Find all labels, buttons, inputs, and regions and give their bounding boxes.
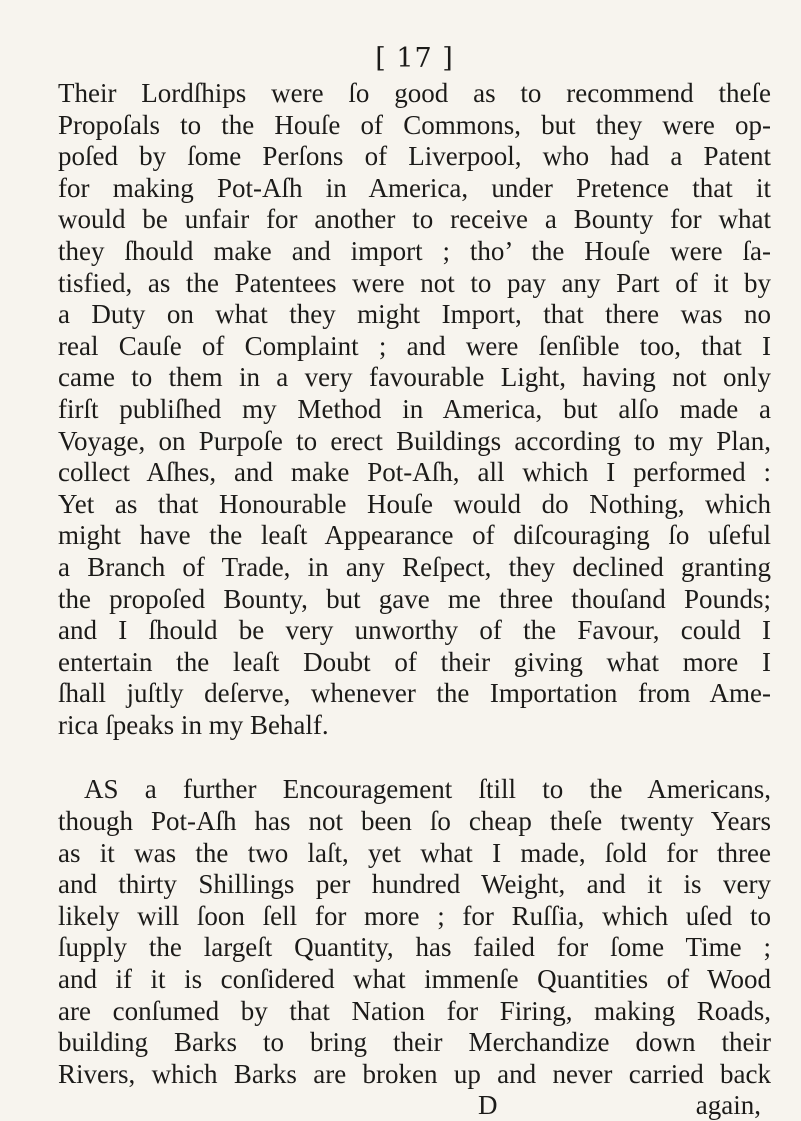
text-line: and I ſhould be very unworthy of the Favour, could I [58, 615, 771, 646]
text-line: Rivers, which Barks are broken up and never carried back [58, 1058, 771, 1089]
text-line: Their Lordſhips were ſo good as to recommend theſe [58, 78, 771, 108]
text-line: are conſumed by that Nation for Firing, making Roads, [58, 995, 771, 1026]
text-line: firſt publiſhed my Method in America, but alſo made a [58, 393, 771, 424]
text-line: Voyage, on Purpoſe to erect Buildings according to my Plan, [58, 425, 771, 456]
text-line: for making Pot-Aſh in America, under Pretence that it [58, 172, 771, 203]
paragraph-1 [58, 78, 771, 741]
text-line: Propoſals to the Houſe of Commons, but they were op- [58, 109, 771, 140]
text-line: the propoſed Bounty, but gave me three thouſand Pounds; [58, 583, 771, 614]
text-line: and if it is conſidered what immenſe Quantities of Wood [58, 964, 771, 995]
text-line: ſupply the largeſt Quantity, has failed for ſome Time ; [58, 932, 771, 963]
signature-mark: D [478, 1090, 498, 1121]
text-line: collect Aſhes, and make Pot-Aſh, all which I performed : [58, 457, 771, 488]
text-line: real Cauſe of Complaint ; and were ſenſible too, that I [58, 330, 771, 361]
text-line: Yet as that Honourable Houſe would do Nothing, which [58, 488, 771, 519]
text-line: a Branch of Trade, in any Reſpect, they declined granting [58, 551, 771, 582]
text-line: building Barks to bring their Merchandize down their [58, 1027, 771, 1058]
text-line: poſed by ſome Perſons of Liverpool, who had a Patent [58, 141, 771, 172]
text-line: and thirty Shillings per hundred Weight, and it is very [58, 869, 771, 900]
text-line: likely will ſoon ſell for more ; for Ruſſia, which uſed to [58, 900, 771, 931]
text-line: would be unfair for another to receive a Bounty for what [58, 204, 771, 235]
paragraph-2 [58, 774, 771, 1090]
text-line: rica ſpeaks in my Behalf. [58, 709, 329, 740]
text-line: though Pot-Aſh has not been ſo cheap theſe twenty Years [58, 806, 771, 837]
catchword: again, [695, 1090, 761, 1121]
text-line: tisfied, as the Patentees were not to pay any Part of it by [58, 267, 771, 298]
text-line: a Duty on what they might Import, that there was no [58, 299, 771, 330]
text-line: might have the leaſt Appearance of diſcouraging ſo uſeful [58, 520, 771, 551]
page-footer [58, 1090, 771, 1121]
text-line: entertain the leaſt Doubt of their giving what more I [58, 646, 771, 677]
text-line: came to them in a very favourable Light, having not only [58, 362, 771, 393]
paragraph-gap [58, 741, 771, 774]
text-line: ſhall juſtly deſerve, whenever the Importation from Ame- [58, 678, 771, 709]
text-line: they ſhould make and import ; tho’ the Houſe were ſa- [58, 235, 771, 266]
page-number: [ 17 ] [375, 43, 454, 74]
text-line: as it was the two laſt, yet what I made, ſold for three [58, 837, 771, 868]
text-line: AS a further Encouragement ſtill to the Americans, [84, 774, 771, 805]
